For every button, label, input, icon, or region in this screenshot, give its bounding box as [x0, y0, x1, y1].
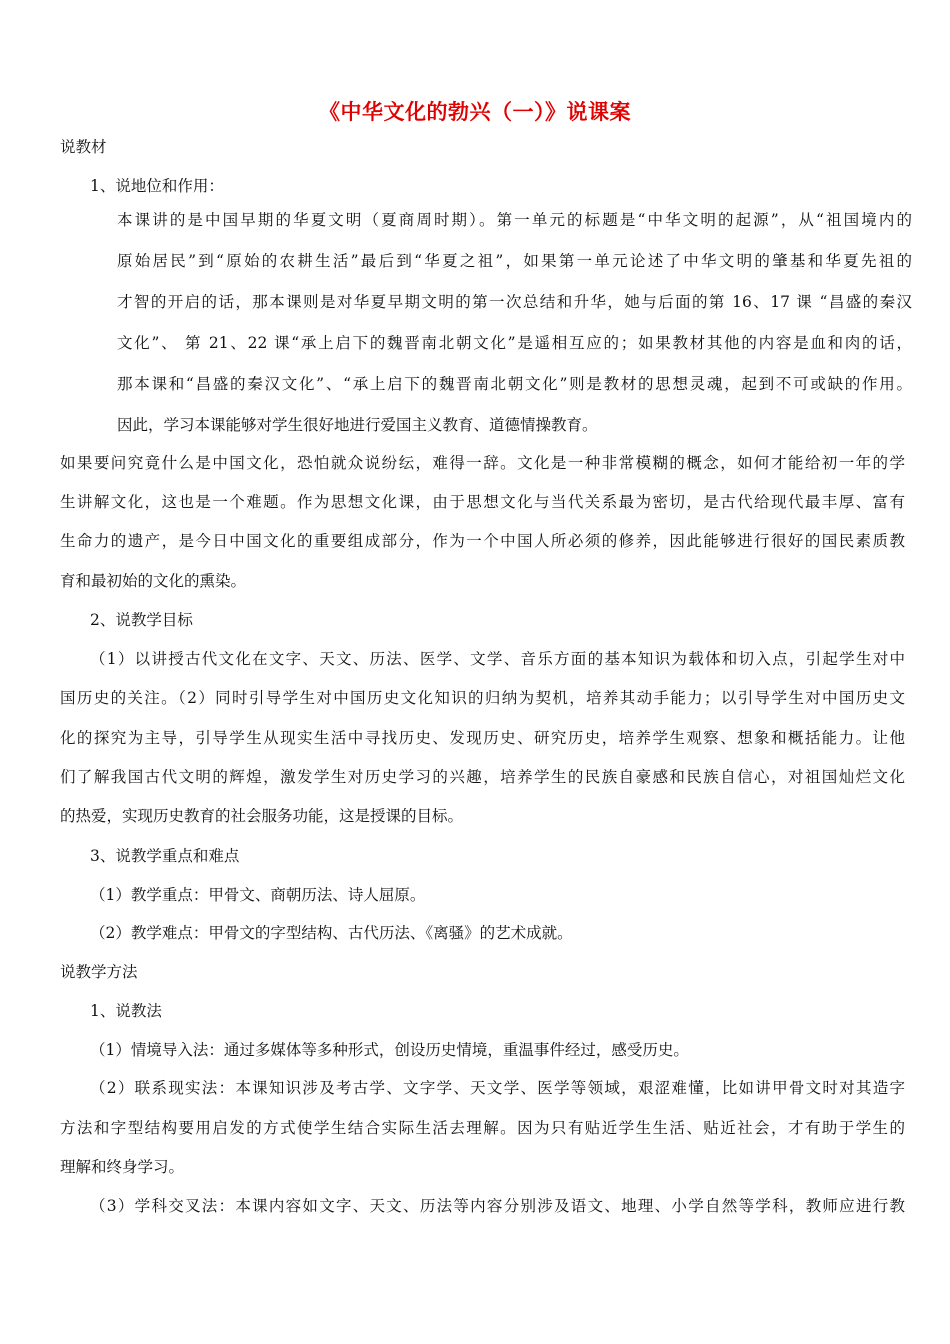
paragraph-line: 国历史的关注。（2）同时引导学生对中国历史文化知识的归纳为契机，培养其动手能力；以引导学生对中国历史文 — [60, 689, 905, 707]
paragraph-line: 因此，学习本课能够对学生很好地进行爱国主义教育、道德情操教育。 — [117, 416, 598, 434]
paragraph-line: 生讲解文化，这也是一个难题。作为思想文化课，由于思想文化与当代关系最为密切，是古代给现代最丰厚、富有 — [60, 493, 905, 511]
section-heading-teaching-material: 说教材 — [60, 138, 107, 156]
difficulty-line: （2）教学难点：甲骨文的字型结构、古代历法、《离骚》的艺术成就。 — [90, 924, 573, 942]
paragraph-line: 本课讲的是中国早期的华夏文明（夏商周时期）。第一单元的标题是“中华文明的起源”，从“祖国境内的 — [117, 211, 912, 229]
key-point-line: （1）教学重点：甲骨文、商朝历法、诗人屈原。 — [90, 886, 426, 904]
paragraph-line: 的热爱，实现历史教育的社会服务功能，这是授课的目标。 — [60, 807, 464, 825]
document-title: 《中华文化的勃兴（一）》说课案 — [319, 99, 631, 124]
paragraph-line: 原始居民”到“原始的农耕生活”最后到“华夏之祖”，如果第一单元论述了中华文明的肇基和华夏先祖的 — [117, 252, 912, 270]
subheading-status-role: 1、说地位和作用： — [90, 177, 224, 195]
method-line: （2）联系现实法：本课知识涉及考古学、文字学、天文学、医学等领域，艰涩难懂，比如讲甲骨文时对其造字 — [90, 1079, 905, 1097]
paragraph-line: 化的探究为主导，引导学生从现实生活中寻找历史、发现历史、研究历史，培养学生观察、想象和概括能力。让他 — [60, 729, 905, 747]
method-line: （1）情境导入法：通过多媒体等多种形式，创设历史情境，重温事件经过，感受历史。 — [90, 1041, 689, 1059]
paragraph-line: 才智的开启的话，那本课则是对华夏早期文明的第一次总结和升华，她与后面的第 16、17 课 “昌盛的秦汉 — [117, 293, 912, 311]
paragraph-line: 生命力的遗产，是今日中国文化的重要组成部分，作为一个中国人所必须的修养，因此能够进行很好的国民素质教 — [60, 532, 905, 550]
paragraph-line: 育和最初始的文化的熏染。 — [60, 572, 247, 590]
method-line: 理解和终身学习。 — [60, 1158, 185, 1176]
method-line: 方法和字型结构要用启发的方式使学生结合实际生活去理解。因为只有贴近学生生活、贴近社会，才有助于学生的 — [60, 1119, 905, 1137]
paragraph-line: 们了解我国古代文明的辉煌，激发学生对历史学习的兴趣，培养学生的民族自豪感和民族自信心，对祖国灿烂文化 — [60, 768, 905, 786]
paragraph-line: 如果要问究竟什么是中国文化，恐怕就众说纷纭，难得一辞。文化是一种非常模糊的概念，如何才能给初一年的学 — [60, 454, 905, 472]
subheading-teaching-approach: 1、说教法 — [90, 1002, 162, 1020]
paragraph-line: 那本课和“昌盛的秦汉文化”、“承上启下的魏晋南北朝文化”则是教材的思想灵魂，起到不可或缺的作用。 — [117, 375, 912, 393]
paragraph-line: 文化”、 第 21、22 课“承上启下的魏晋南北朝文化”是遥相互应的；如果教材其他的内容是血和肉的话， — [117, 334, 912, 352]
section-heading-teaching-methods: 说教学方法 — [60, 963, 138, 981]
method-line: （3）学科交叉法：本课内容如文字、天文、历法等内容分别涉及语文、地理、小学自然等学科，教师应进行教 — [90, 1197, 905, 1215]
subheading-key-points: 3、说教学重点和难点 — [90, 847, 240, 865]
paragraph-line: （1）以讲授古代文化在文字、天文、历法、医学、文学、音乐方面的基本知识为载体和切入点，引起学生对中 — [90, 650, 905, 668]
subheading-teaching-goals: 2、说教学目标 — [90, 611, 193, 629]
